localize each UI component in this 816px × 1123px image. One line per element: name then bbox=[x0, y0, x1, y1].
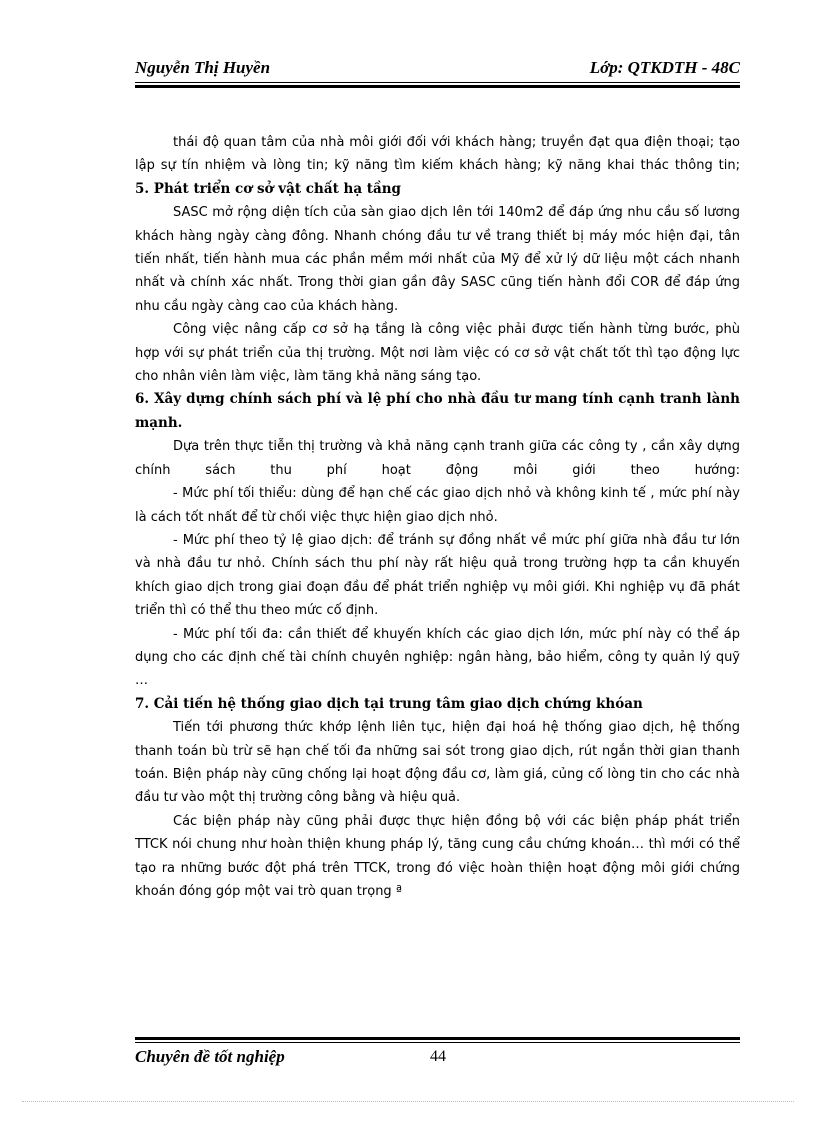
paragraph: Dựa trên thực tiễn thị trường và khả năng cạnh tranh giữa các công ty , cần xây dựng chính sách thu phí hoạt động môi giới theo hướng: bbox=[135, 439, 740, 478]
paragraph: SASC mở rộng diện tích của sàn giao dịch lên tới 140m2 để đáp ứng nhu cầu số lương khách hàng ngày càng đông. Nhanh chóng đầu tư về trang thiết bị máy móc hiện đại, tân tiến nhất, tiến hành mua các phần mềm mới nhất của Mỹ để xử lý dữ liệu một cách nhanh nhất và chính xác nhất. Trong thời gian gần đây SASC cũng tiến hành đổi COR để đáp ứng nhu cầu ngày càng cao của khách hàng. bbox=[135, 205, 740, 314]
document-body bbox=[135, 131, 740, 903]
page-edge-divider bbox=[22, 1101, 794, 1102]
footer-rule-thick bbox=[135, 1037, 740, 1040]
footer-rule-thin bbox=[135, 1042, 740, 1043]
section-heading: 5. Phát triển cơ sở vật chất hạ tầng bbox=[135, 180, 401, 197]
page-header bbox=[135, 58, 740, 82]
paragraph: - Mức phí tối đa: cần thiết để khuyến khích các giao dịch lớn, mức phí này có thể áp dụng cho các định chế tài chính chuyên nghiệp: ngân hàng, bảo hiểm, công ty quản lý quỹ … bbox=[135, 626, 740, 689]
header-author: Nguyễn Thị Huyền bbox=[135, 58, 271, 77]
paragraph: Tiến tới phương thức khớp lệnh liên tục, hiện đại hoá hệ thống giao dịch, hệ thống thanh toán bù trừ sẽ hạn chế tối đa những sai sót trong giao dịch, rút ngắn thời gian thanh toán. Biện pháp này cũng chống lại hoạt động đầu cơ, làm giá, củng cố lòng tin cho các nhà đầu tư vào một thị trường công bằng và hiệu quả. bbox=[135, 720, 740, 806]
paragraph: Các biện pháp này cũng phải được thực hiện đồng bộ với các biện pháp phát triển TTCK nói chung như hoàn thiện khung pháp lý, tăng cung cầu chứng khoán… thì mới có thể tạo ra những bước đột phá trên TTCK, trong đó việc hoàn thiện hoạt động môi giới chứng khoán đóng góp một vai trò quan trọng ª bbox=[135, 813, 740, 899]
header-rule-thick bbox=[135, 85, 740, 88]
section-heading: 7. Cải tiến hệ thống giao dịch tại trung tâm giao dịch chứng khóan bbox=[135, 695, 643, 712]
paragraph: - Mức phí theo tỷ lệ giao dịch: để tránh sự đồng nhất về mức phí giữa nhà đầu tư lớn và nhà đầu tư nhỏ. Chính sách thu phí này rất hiệu quả trong trường hợp ta cần khuyến khích giao dịch trong giai đoạn đầu để phát triển nghiệp vụ môi giới. Khi nghiệp vụ đã phát triển thì có thể thu theo mức cố định. bbox=[135, 532, 740, 619]
paragraph: Công việc nâng cấp cơ sở hạ tầng là công việc phải được tiến hành từng bước, phù hợp với sự phát triển của thị trường. Một nơi làm việc có cơ sở vật chất tốt thì tạo động lực cho nhân viên làm việc, làm tăng khả năng sáng tạo. bbox=[135, 322, 740, 385]
paragraph: - Mức phí tối thiểu: dùng để hạn chế các giao dịch nhỏ và không kinh tế , mức phí này là cách tốt nhất để từ chối việc thực hiện giao dịch nhỏ. bbox=[135, 486, 740, 525]
header-rule-thin bbox=[135, 82, 740, 83]
page-footer bbox=[135, 1047, 740, 1071]
header-class: Lớp: QTKDTH - 48C bbox=[589, 58, 740, 77]
page-number: 44 bbox=[430, 1048, 446, 1065]
footer-title: Chuyên đề tốt nghiệp bbox=[135, 1047, 285, 1066]
section-heading: 6. Xây dựng chính sách phí và lệ phí cho nhà đầu tư mang tính cạnh tranh lành mạnh. bbox=[135, 391, 740, 431]
paragraph: thái độ quan tâm của nhà môi giới đối với khách hàng; truyền đạt qua điện thoại; tạo lập sự tín nhiệm và lòng tin; kỹ năng tìm kiếm khách hàng; kỹ năng khai thác thông tin; bbox=[135, 135, 740, 174]
